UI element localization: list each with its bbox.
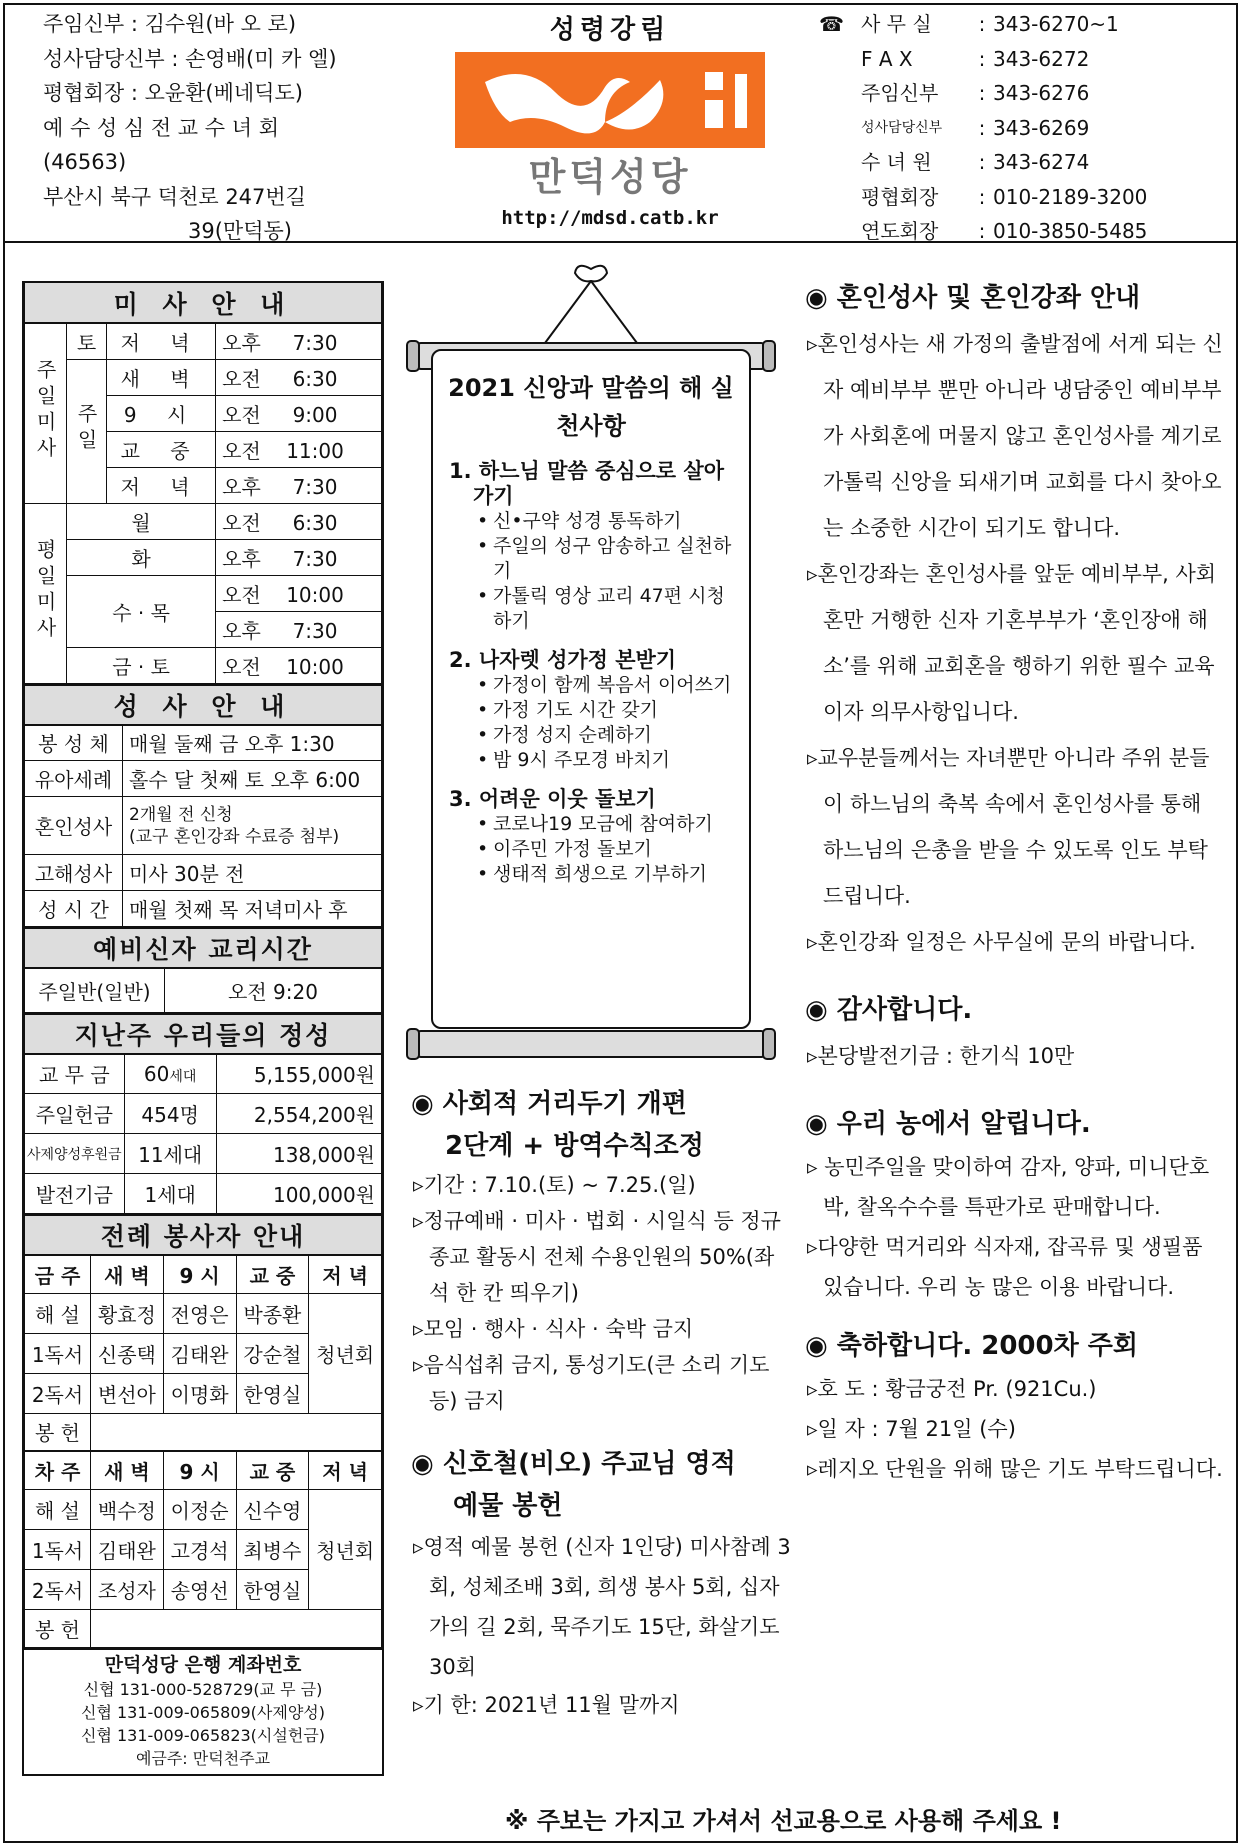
distancing-title: ◉ 사회적 거리두기 개편	[411, 1089, 687, 1119]
dove-logo-icon	[455, 52, 765, 148]
bank-title: 만덕성당 은행 계좌번호	[104, 1653, 302, 1676]
offering-title: 지난주 우리들의 정성	[25, 1014, 382, 1054]
header	[5, 5, 1236, 243]
contact-list	[819, 7, 1147, 249]
thanks-notice: ◉ 감사합니다. ▹본당발전기금 : 한기식 10만	[805, 987, 1225, 1079]
council-line: 평협회장 : 오윤환(베네딕도)	[43, 81, 303, 105]
parish-logo	[455, 52, 765, 148]
practice-scroll	[405, 261, 777, 1067]
contact-row: 주임신부 : 343-6276	[861, 81, 1090, 105]
mass-table: 미 사 안 내 주일미사 토 저 녁 오후 7:30 주일 새 벽 오전 6:30 9 시 오전 9:00 교 중 오전 11:00 저 녁 오후 7:30 평일미사 월 오전 6:30 화 오후 7:30 수 · 목 오전 10:00 오후 7:30 금 · 토 오전 10:00	[24, 283, 382, 684]
marriage-title: ◉ 혼인성사 및 혼인강좌 안내	[805, 283, 1141, 313]
legio-notice: ◉ 축하합니다. 2000차 주회 ▹호 도 : 황금궁전 Pr. (921Cu.) ▹일 자 : 7월 21일 (수) ▹레지오 단원을 위해 많은 기도 부탁드립니다.	[805, 1323, 1225, 1489]
scroll-title: 2021 신앙과 말씀의 해 실천사항	[448, 374, 734, 440]
legio-title: ◉ 축하합니다. 2000차 주회	[805, 1331, 1139, 1361]
contact-row: F A X : 343-6272	[861, 46, 1090, 71]
sacrament-table: 성 사 안 내 봉 성 체 매월 둘째 금 오후 1:30 유아세례 홀수 달 첫째 토 오후 6:00 혼인성사 2개월 전 신청 (교구 혼인강좌 수료증 첨부) 고해성사 미사 30분 전 성 시 간 매월 첫째 목 저녁미사 후	[24, 684, 382, 928]
scroll-list: • 코로나19 모금에 참여하기 • 이주민 가정 돌보기 • 생태적 희생으로 기부하기	[447, 812, 735, 887]
postcode-line: (46563)	[43, 150, 127, 174]
sacrament-title: 성 사 안 내	[25, 685, 382, 725]
scroll-heading: 2. 나자렛 성가정 본받기	[449, 648, 677, 672]
farm-notice: ◉ 우리 농에서 알립니다. ▹ 농민주일을 맞이하여 감자, 양파, 미니단호박, 찰옥수수를 특판가로 판매합니다. ▹다양한 먹거리와 식자재, 잡곡류 및 생필품 있습니다. 우리 농 많은 이용 바랍니다.	[805, 1101, 1225, 1307]
contact-row: 평협회장 : 010-2189-3200	[861, 184, 1148, 209]
bishop-title: ◉ 신호철(비오) 주교님 영적	[411, 1449, 736, 1479]
scroll-heading: 3. 어려운 이웃 돌보기	[449, 787, 656, 811]
mass-title: 미 사 안 내	[25, 283, 382, 323]
offering-table: 지난주 우리들의 정성 교 무 금 60세대 5,155,000원 주일헌금 454명 2,554,200원 사제양성후원금 11세대 138,000원 발전기금 1세대 100,000원	[24, 1013, 382, 1215]
left-column	[22, 281, 384, 1776]
footer-note: ※ 주보는 가지고 가셔서 선교용으로 사용해 주세요 !	[505, 1807, 1062, 1835]
weekday-mass-label: 평일미사	[33, 538, 57, 643]
liturgy-table: 전례 봉사자 안내 금 주 새 벽 9 시 교 중 저 녁 해 설 황효정 전영은 박종환 청년회 1독서 신종택 김태완 강순철 2독서 변선아 이명화 한영실 봉 헌 차 주 새 벽 9 시 교 중 저 녁 해 설 백수정 이정순 신수영 청년회 1독서 김태완 고경석 최병수 2독서 조성자 송영선 한영실 봉 헌	[24, 1214, 382, 1648]
contact-row: 수 녀 원 : 343-6274	[861, 150, 1090, 174]
header-center	[445, 9, 775, 229]
liturgy-title: 전례 봉사자 안내	[25, 1215, 382, 1255]
bulletin-page	[3, 3, 1238, 1843]
bank-accounts: 만덕성당 은행 계좌번호 신협 131-000-528729(교 무 금) 신협 131-009-065809(사제양성) 신협 131-009-065823(시설헌금) 예금주: 만덕천주교	[24, 1648, 382, 1774]
farm-title: ◉ 우리 농에서 알립니다.	[805, 1109, 1091, 1139]
right-notices	[805, 275, 1225, 1489]
pastor-line: 주임신부 : 김수원(바 오 로)	[43, 12, 297, 36]
catechumen-title: 예비신자 교리시간	[25, 928, 382, 968]
address-line-1: 부산시 북구 덕천로 247번길	[43, 184, 306, 209]
middle-notices	[411, 1083, 791, 1723]
contact-row: ☎ 사 무 실 : 343-6270~1	[819, 7, 1147, 42]
bishop-notice: ◉ 신호철(비오) 주교님 영적 예물 봉헌 ▹영적 예물 봉헌 (신자 1인당) 미사참례 3회, 성체조배 3회, 희생 봉사 5회, 십자가의 길 2회, 묵주기도 15단, 화살기도 30회 ▹기 한: 2021년 11월 말까지	[411, 1443, 791, 1723]
sunday-mass-label: 주일미사	[33, 358, 57, 463]
header-left-info	[43, 7, 337, 249]
feast-title: 성령강림	[549, 15, 671, 45]
contact-row: 연도회장 : 010-3850-5485	[861, 219, 1148, 243]
address-line-2: 39(만덕동)	[188, 219, 292, 243]
parish-url: http://mdsd.catb.kr	[501, 207, 719, 229]
marriage-notice: ◉ 혼인성사 및 혼인강좌 안내 ▹혼인성사는 새 가정의 출발점에 서게 되는 신자 예비부부 뿐만 아니라 냉담중인 예비부부가 사회혼에 머물지 않고 혼인성사를 계기로 가톨릭 신앙을 되새기며 교회를 다시 찾아오는 소중한 시간이 되기도 합니다. ▹혼인강좌는 혼인성사를 앞둔 예비부부, 사회혼만 거행한 신자 기혼부부가 ‘혼인장애 해소’를 위해 교회혼을 행하기 위한 필수 교육이자 의무사항입니다. ▹교우분들께서는 자녀뿐만 아니라 주위 분들이 하느님의 축복 속에서 혼인성사를 통해 하느님의 은총을 받을 수 있도록 인도 부탁드립니다. ▹혼인강좌 일정은 사무실에 문의 바랍니다.	[805, 275, 1225, 965]
distancing-notice: ◉ 사회적 거리두기 개편 2단계 + 방역수칙조정 ▹기간 : 7.10.(토) ~ 7.25.(일) ▹정규예배 · 미사 · 법회 · 시일식 등 정규 종교 활동시 전체 수용인원의 50%(좌석 한 칸 띄우기) ▹모임 · 행사 · 식사 · 숙박 금지 ▹음식섭취 금지, 통성기도(큰 소리 기도 등) 금지	[411, 1083, 791, 1419]
scroll-body	[431, 349, 751, 1029]
parish-name: 만덕성당	[528, 155, 692, 199]
catechumen-table: 예비신자 교리시간 주일반(일반) 오전 9:20	[24, 927, 382, 1013]
confessor-line: 성사담당신부 : 손영배(미 카 엘)	[43, 46, 337, 71]
scroll-heading: 1. 하느님 말씀 중심으로 살아가기	[449, 459, 724, 508]
thanks-title: ◉ 감사합니다.	[805, 995, 973, 1025]
sisters-line: 예 수 성 심 전 교 수 녀 회	[43, 115, 279, 140]
scroll-list: • 신•구약 성경 통독하기 • 주일의 성구 암송하고 실천하기 • 가톨릭 영상 교리 47편 시청하기	[447, 509, 735, 634]
phone-icon: ☎	[819, 12, 844, 36]
scroll-list: • 가정이 함께 복음서 이어쓰기 • 가정 기도 시간 갖기 • 가정 성지 순례하기 • 밤 9시 주모경 바치기	[447, 673, 735, 773]
contact-row: 성사담당신부 : 343-6269	[861, 115, 1090, 140]
